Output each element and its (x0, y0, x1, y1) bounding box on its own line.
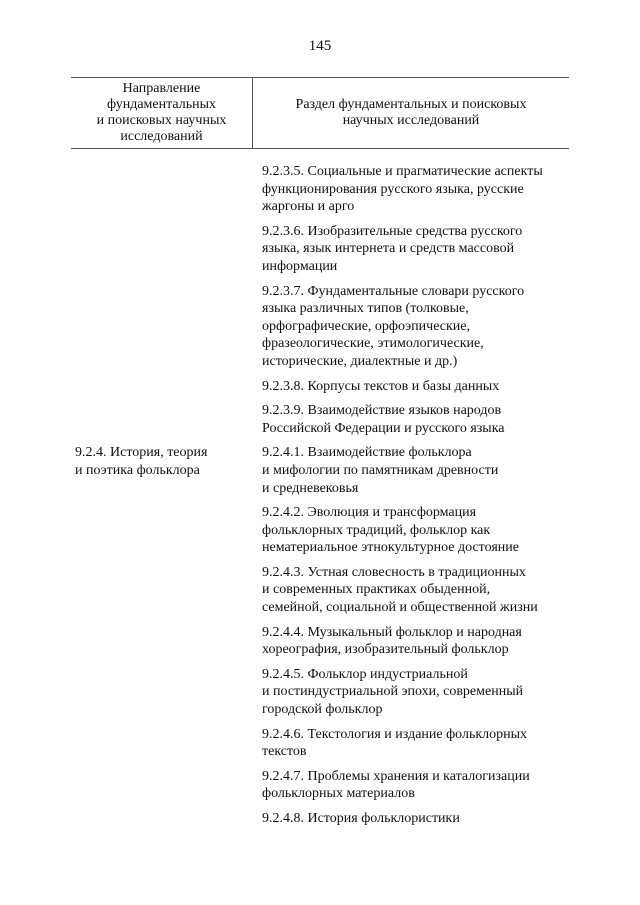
section-item: 9.2.4.7. Проблемы хранения и каталогизации фольклорных материалов (262, 768, 530, 802)
section-item: 9.2.3.9. Взаимодействие языков народов Российской Федерации и русского языка (262, 403, 505, 436)
section-item: 9.2.4.2. Эволюция и трансформация фольклорных традиций, фольклор как нематериальное этнокультурное достояние (262, 505, 519, 556)
section-item: 9.2.4.1. Взаимодействие фольклора и мифологии по памятникам древности и средневековья (262, 445, 499, 496)
section-item: 9.2.4.4. Музыкальный фольклор и народная хореография, изобразительный фольклор (262, 624, 522, 658)
section-item: 9.2.4.8. История фольклористики (262, 811, 460, 826)
header-direction-cell (71, 78, 253, 148)
table-header (71, 77, 569, 149)
section-item: 9.2.3.8. Корпусы текстов и базы данных (262, 378, 500, 394)
direction-cell (71, 163, 256, 444)
section-item: 9.2.3.6. Изобразительные средства русского языка, язык интернета и средств массовой информации (262, 223, 523, 274)
section-item: 9.2.4.3. Устная словесность в традиционных и современных практиках обыденной, семейной, социальной и общественной жизни (262, 564, 538, 616)
header-section-cell (253, 78, 569, 148)
section-item: 9.2.3.7. Фундаментальные словари русского языка различных типов (толковые, орфографические, орфоэпические, фразеологические, этимологические, исторические, диалектные и др.) (262, 283, 525, 369)
section-cell (256, 163, 569, 444)
section-item: 9.2.3.5. Социальные и прагматические аспекты функционирования русского языка, русские жаргоны и арго (262, 164, 543, 215)
table-body (71, 149, 569, 835)
research-table (71, 77, 569, 835)
section-cell (256, 444, 569, 834)
table-row (71, 444, 569, 834)
header-direction-label: Направление фундаментальных и поисковых научных исследований (96, 81, 227, 144)
header-section-label: Раздел фундаментальных и поисковых научных исследований (295, 97, 527, 128)
section-item: 9.2.4.5. Фольклор индустриальной и постиндустриальной эпохи, современный городской фольклор (262, 666, 524, 718)
page-number: 145 (308, 38, 332, 54)
section-item: 9.2.4.6. Текстология и издание фольклорных текстов (262, 726, 528, 760)
table-row (71, 163, 569, 444)
direction-cell: 9.2.4. История, теория и поэтика фольклора (75, 445, 208, 478)
